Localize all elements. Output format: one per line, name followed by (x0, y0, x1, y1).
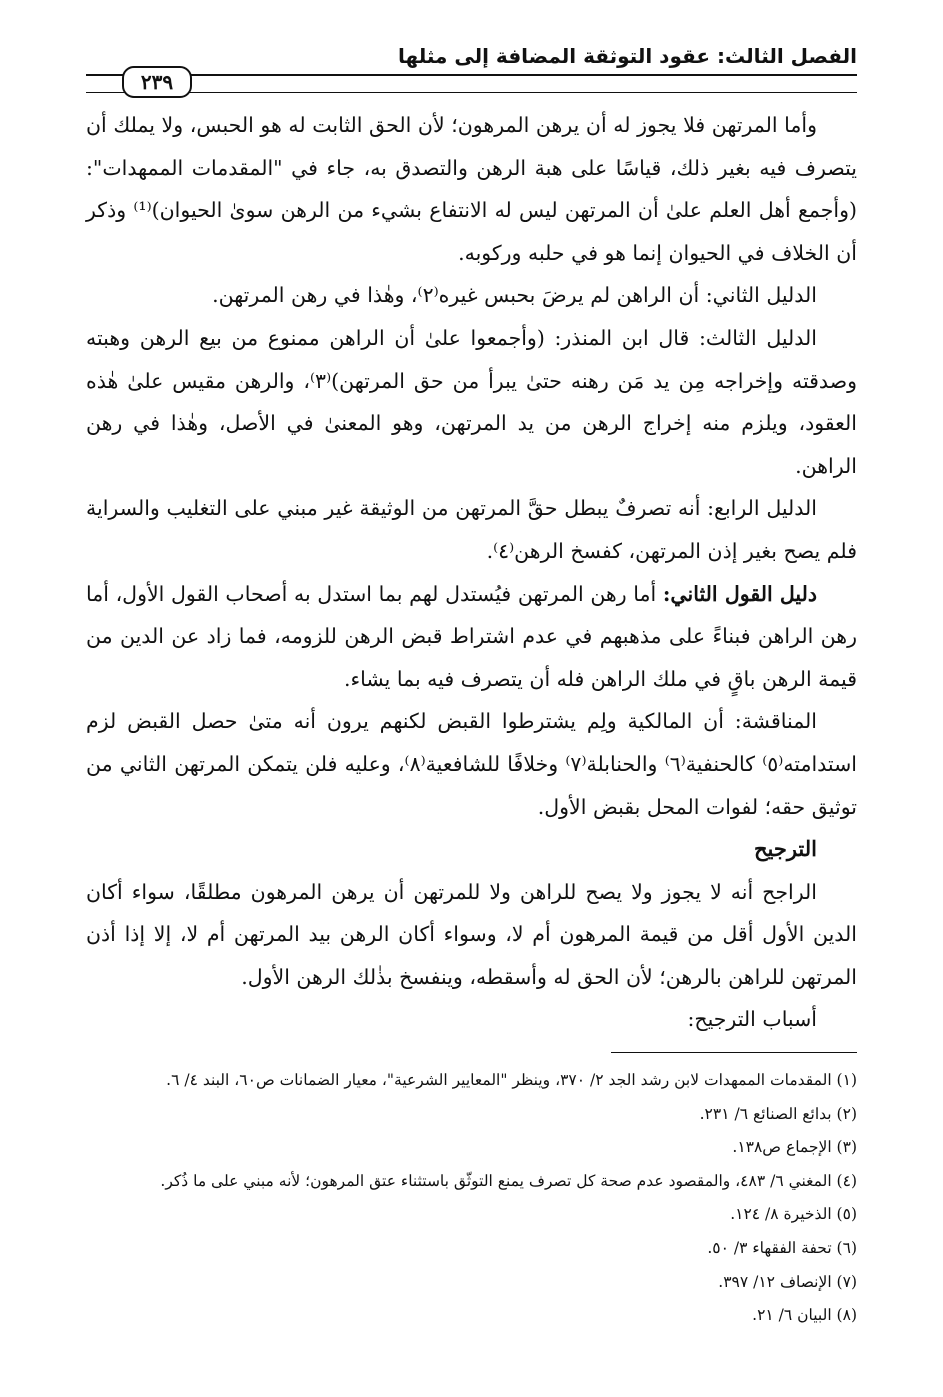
main-text (86, 104, 857, 1041)
paragraph-text: أسباب الترجيح: (687, 1007, 817, 1032)
footnote: (٨) البيان ٦/ ٢١. (752, 1306, 857, 1325)
paragraph-text: الراجح أنه لا يجوز ولا يصح للراهن ولا للمرتهن أن يرهن المرهون مطلقًا، سواء أكان الدين الأول أقل من قيمة المرهون أم لا، وسواء أكان الرهن بيد المرتهن أم لا، إلا إذا أذن المرتهن للراهن بالرهن؛ لأن الحق له وأسقطه، وينفسخ بذٰلك الرهن الأول. (86, 879, 857, 989)
paragraph (86, 871, 857, 999)
footnote: (٣) الإجماع ص١٣٨. (732, 1138, 857, 1157)
footnote: (٧) الإنصاف ١٢/ ٣٩٧. (718, 1272, 857, 1291)
paragraph (86, 487, 857, 572)
paragraph (86, 274, 857, 317)
footnotes (86, 1064, 857, 1333)
footnote: (٤) المغني ٦/ ٤٨٣، والمقصود عدم صحة كل تصرف يمنع التوثّق باستثناء عتق المرهون؛ لأنه مبني على ما ذُكر. (160, 1171, 857, 1190)
paragraph (86, 104, 857, 274)
section-heading: الترجيح (753, 836, 817, 862)
paragraph-text: الدليل الثالث: قال ابن المنذر: (وأجمعوا علىٰ أن الراهن ممنوع من بيع الرهن وهبته وصدقته وإخراجه مِن يد مَن رهنه حتىٰ يبرأ من حق المرتهن)⁽٣⁾، والرهن مقيس علىٰ هٰذه العقود، ويلزم منه إخراج الرهن من يد المرتهن، وهو المعنىٰ في الأصل، وهٰذا في رهن الراهن. (86, 325, 858, 478)
paragraph-text: أما رهن المرتهن فيُستدل لهم بما استدل به أصحاب القول الأول، أما رهن الراهن فبناءً على مذهبهم في عدم اشتراط قبض الرهن للزومه، فما زاد عن الدين من قيمة الرهن باقٍ في ملك الراهن فله أن يتصرف فيه بما يشاء. (86, 581, 857, 691)
footnote-separator (611, 1052, 857, 1053)
paragraph-text: الدليل الثاني: أن الراهن لم يرضَ بحبس غيره⁽٢⁾، وهٰذا في رهن المرتهن. (212, 283, 817, 308)
running-header-title: الفصل الثالث: عقود التوثقة المضافة إلى مثلها (397, 44, 857, 68)
paragraph-text: الدليل الرابع: أنه تصرفٌ يبطل حقَّ المرتهن من الوثيقة غير مبني على التغليب والسراية فلم يصح بغير إذن المرتهن، كفسخ الرهن⁽٤⁾. (86, 496, 857, 563)
paragraph-text: المناقشة: أن المالكية ولِم يشترطوا القبض لكنهم يرون أنه متىٰ حصل القبض لزم استدامته⁽٥⁾ كالحنفية⁽٦⁾ والحنابلة⁽٧⁾ وخلافًا للشافعية⁽٨⁾، وعليه فلن يتمكن المرتهن الثاني من توثيق حقه؛ لفوات المحل بقبض الأول. (86, 709, 857, 819)
header-rule-top (86, 74, 857, 76)
footnote: (٢) بدائع الصنائع ٦/ ٢٣١. (699, 1104, 857, 1123)
page-number: ٢٣٩ (122, 66, 192, 98)
footnote: (٥) الذخيرة ٨/ ١٢٤. (730, 1205, 857, 1224)
paragraph (86, 998, 857, 1041)
paragraph-lead: دليل القول الثاني: (662, 581, 817, 606)
paragraph (86, 700, 857, 828)
paragraph (86, 573, 857, 701)
header-rule-bottom (86, 92, 857, 93)
paragraph-text: وأما المرتهن فلا يجوز له أن يرهن المرهون؛ لأن الحق الثابت له هو الحبس، ولا يملك أن يتصرف فيه بغير ذلك، قياسًا على هبة الرهن والتصدق به، جاء في "المقدمات الممهدات": (وأجمع أهل العلم علىٰ أن المرتهن ليس له الانتفاع بشيء من الرهن سوىٰ الحيوان)⁽¹⁾ وذكر أن الخلاف في الحيوان إنما هو في حلبه وركوبه. (86, 113, 857, 265)
footnote: (٦) تحفة الفقهاء ٣/ ٥٠. (707, 1238, 857, 1257)
paragraph (86, 317, 857, 487)
footnote: (١) المقدمات الممهدات لابن رشد الجد ٢/ ٣٧٠، وينظر "المعايير الشرعية"، معيار الضمانات ص٦٠، البند ٤/ ٦. (166, 1071, 857, 1089)
